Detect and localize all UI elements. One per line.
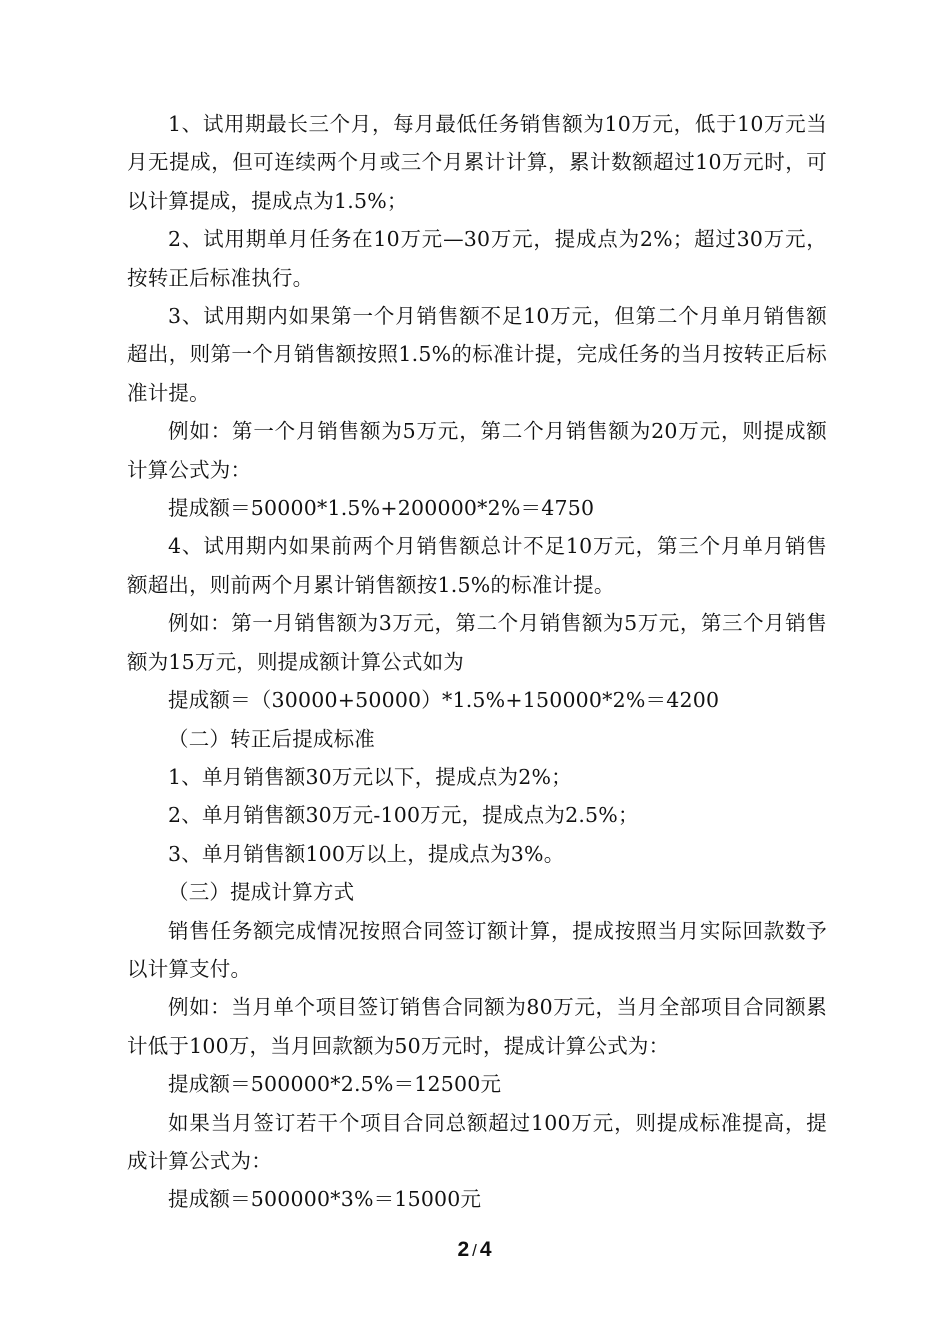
page-number-total: 4	[479, 1238, 493, 1261]
paragraph-formula-4: 提成额＝500000*3%＝15000元	[168, 1187, 482, 1212]
paragraph-probation-rule-3: 3、试用期内如果第一个月销售额不足10万元，但第二个月单月销售额超出，则第一个月销售额按照1.5%的标准计提，完成任务的当月按转正后标准计提。	[127, 304, 827, 405]
page-number-current: 2	[457, 1238, 471, 1261]
paragraph-calculation-basis: 销售任务额完成情况按照合同签订额计算，提成按照当月实际回款数予以计算支付。	[127, 918, 827, 981]
section-heading-calculation-method: （三）提成计算方式	[168, 880, 355, 905]
paragraph-probation-rule-2: 2、试用期单月任务在10万元—30万元，提成点为2%；超过30万元，按转正后标准执行。	[127, 227, 827, 290]
paragraph-example-3: 例如：当月单个项目签订销售合同额为80万元，当月全部项目合同额累计低于100万，当月回款额为50万元时，提成计算公式为：	[127, 995, 827, 1058]
paragraph-regular-rule-3: 3、单月销售额100万以上，提成点为3%。	[168, 841, 565, 866]
paragraph-example-1: 例如：第一个月销售额为5万元，第二个月销售额为20万元，则提成额计算公式为：	[127, 419, 827, 482]
paragraph-formula-2: 提成额＝（30000+50000）*1.5%+150000*2%＝4200	[168, 688, 720, 713]
page-number	[0, 1238, 950, 1262]
paragraph-higher-standard: 如果当月签订若干个项目合同总额超过100万元，则提成标准提高，提成计算公式为：	[127, 1110, 827, 1173]
paragraph-example-2: 例如：第一月销售额为3万元，第二个月销售额为5万元，第三个月销售额为15万元，则提成额计算公式如为	[127, 611, 827, 674]
paragraph-regular-rule-2: 2、单月销售额30万元-100万元，提成点为2.5%；	[168, 803, 639, 828]
paragraph-regular-rule-1: 1、单月销售额30万元以下，提成点为2%；	[168, 764, 572, 789]
paragraph-probation-rule-4: 4、试用期内如果前两个月销售额总计不足10万元，第三个月单月销售额超出，则前两个月累计销售额按1.5%的标准计提。	[127, 534, 827, 597]
document-body	[127, 105, 827, 1219]
paragraph-probation-rule-1: 1、试用期最长三个月，每月最低任务销售额为10万元，低于10万元当月无提成，但可连续两个月或三个月累计计算，累计数额超过10万元时，可以计算提成，提成点为1.5%；	[127, 112, 827, 213]
page-number-separator: /	[472, 1241, 478, 1260]
paragraph-formula-3: 提成额＝500000*2.5%＝12500元	[168, 1072, 502, 1097]
section-heading-regular-standard: （二）转正后提成标准	[168, 726, 375, 751]
paragraph-formula-1: 提成额＝50000*1.5%+200000*2%＝4750	[168, 496, 595, 521]
